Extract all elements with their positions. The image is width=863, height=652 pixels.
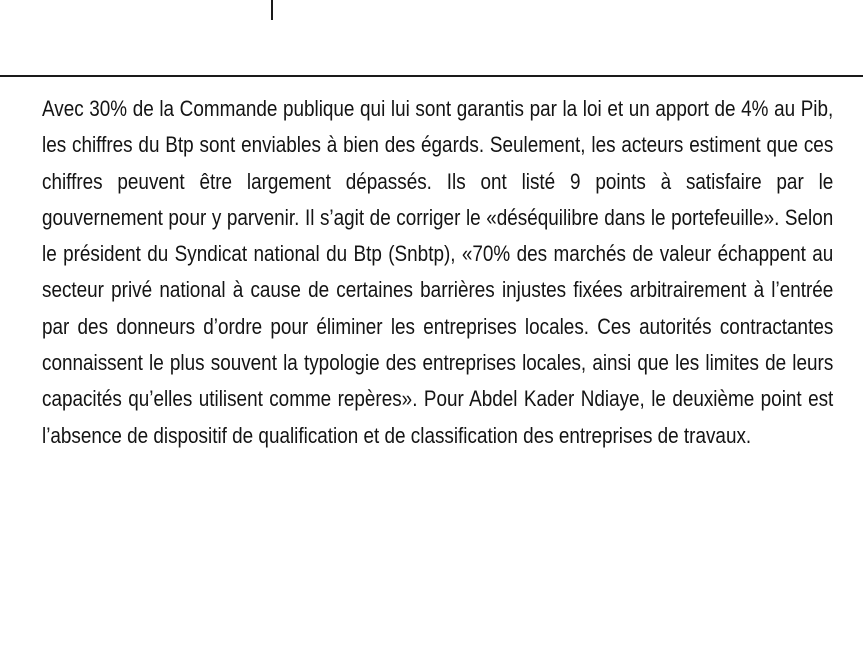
article-paragraph: Avec 30% de la Commande publique qui lui sont garantis par la loi et un apport de 4% au Pib, les chiffres du Btp sont enviables à bien des égards. Seulement, les acteurs estiment que ces chiffres peuvent être largement dépassés. Ils ont listé 9 points à satisfaire par le gouvernement pour y parvenir. Il s’agit de corriger le «déséquilibre dans le portefeuille». Selon le président du Syndicat national du Btp (Snbtp), «70% des marchés de valeur échappent au secteur privé national à cause de certaines barrières injustes fixées arbitrairement à l’entrée par des donneurs d’ordre pour éliminer les entreprises locales. Ces autorités contractantes connaissent le plus souvent la typologie des entreprises locales, ainsi que les limites de leurs capacités qu’elles utilisent comme repères». Pour Abdel Kader Ndiaye, le deuxième point est l’absence de dispositif de qualification et de classification des entreprises de travaux. xyxy=(42,96,834,448)
horizontal-rule xyxy=(0,75,863,77)
column-separator-mark xyxy=(271,0,273,20)
